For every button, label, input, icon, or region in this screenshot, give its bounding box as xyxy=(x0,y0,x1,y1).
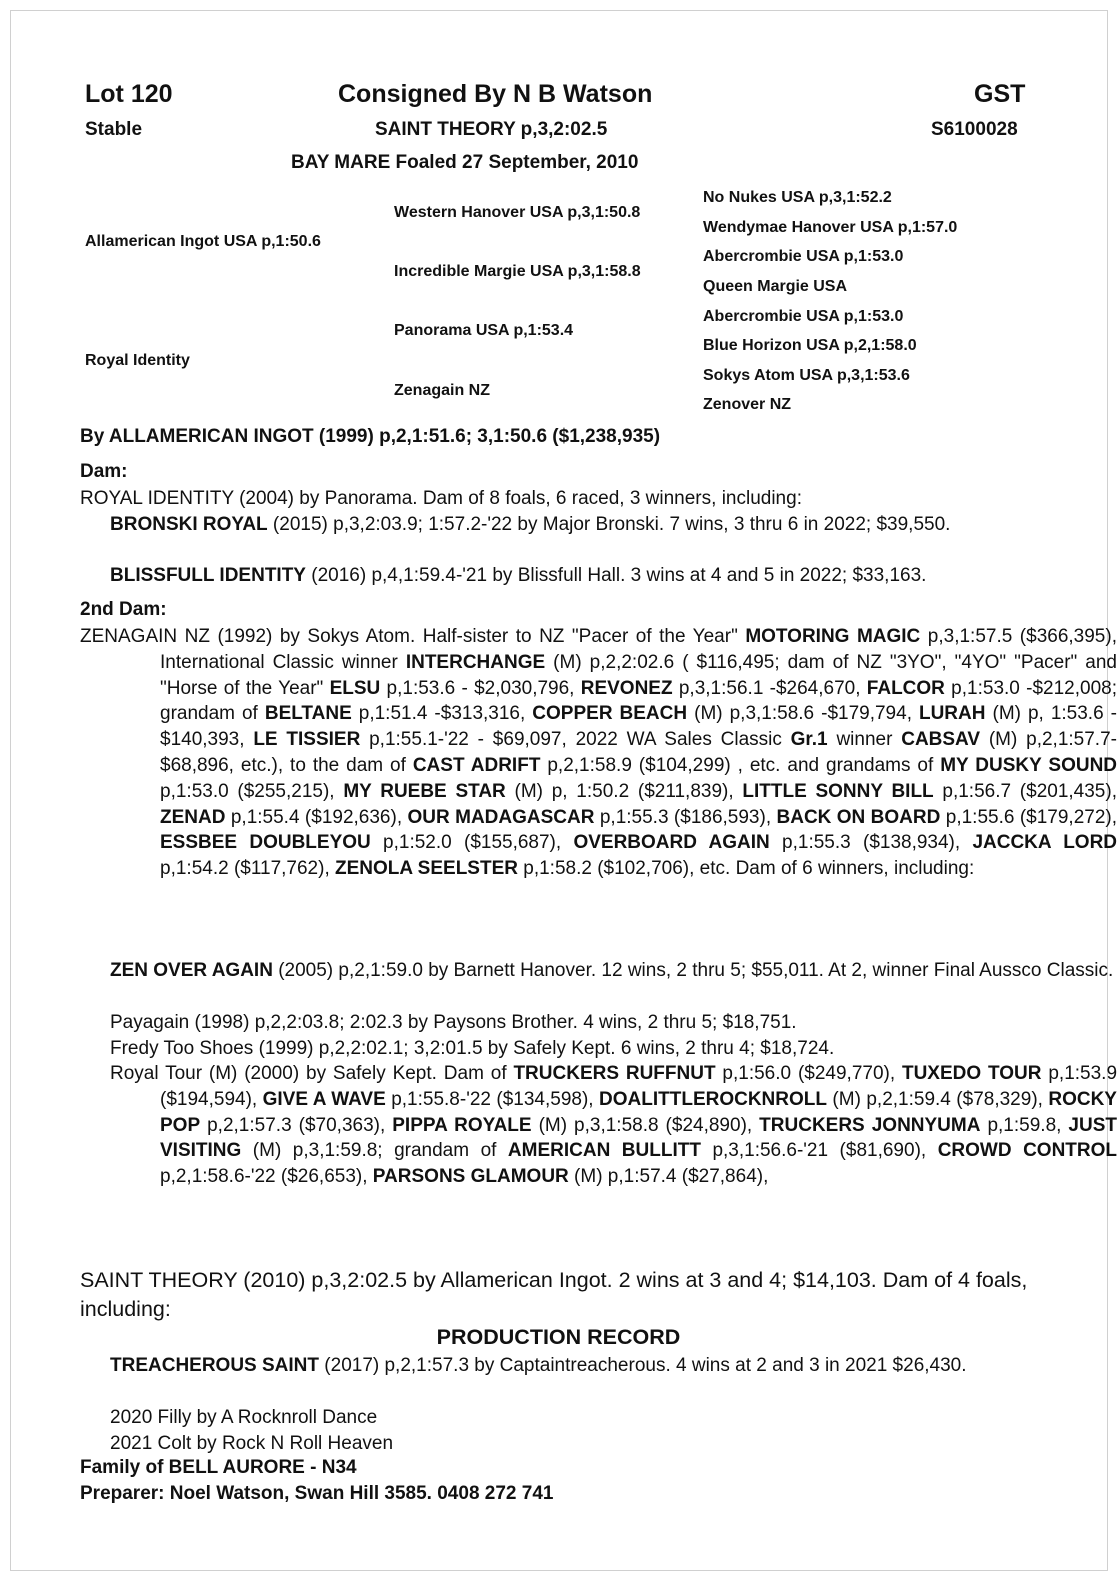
horse-description: BAY MARE Foaled 27 September, 2010 xyxy=(291,152,639,173)
pedigree-sire-dam: Incredible Margie USA p,3,1:58.8 xyxy=(394,263,641,280)
horse-name: COPPER BEACH xyxy=(532,703,688,725)
pedigree-dam: Royal Identity xyxy=(85,352,190,369)
pedigree-gg8: Zenover NZ xyxy=(703,396,792,413)
horse-name: PIPPA ROYALE xyxy=(392,1114,532,1136)
horse-name: JACCKA LORD xyxy=(972,832,1118,854)
dam-intro: ROYAL IDENTITY (2004) by Panorama. Dam of 8 foals, 6 raced, 3 winners, including: xyxy=(80,488,802,509)
pedigree-gg7: Sokys Atom USA p,3,1:53.6 xyxy=(703,367,910,384)
text: p,2,1:58.6-'22 ($26,653), xyxy=(160,1166,373,1188)
horse-name: ESSBEE DOUBLEYOU xyxy=(160,832,371,854)
horse-name: AMERICAN BULLITT xyxy=(507,1140,701,1162)
second-dam-progeny-zen xyxy=(80,958,1117,984)
second-dam-label: 2nd Dam: xyxy=(80,599,167,620)
horse-name: ROCKY POP xyxy=(160,1088,1117,1136)
horse-name: MOTORING MAGIC xyxy=(745,626,921,647)
lot-number: Lot 120 xyxy=(85,80,173,108)
text: (M) p,2,1:57.7- $68,896, etc.), to the dam of xyxy=(160,729,1117,776)
progeny-name: ZEN OVER AGAIN xyxy=(110,960,273,981)
text: p,1:51.4 -$313,316, xyxy=(351,703,533,725)
horse-name: FALCOR xyxy=(866,677,945,699)
progeny-name: BRONSKI ROYAL xyxy=(110,514,268,535)
text: p,1:55.8-'22 ($134,598), xyxy=(385,1088,600,1110)
horse-name: TUXEDO TOUR xyxy=(901,1063,1042,1084)
horse-name: REVONEZ xyxy=(580,677,673,699)
text: (M) p, 1:50.2 ($211,839), xyxy=(505,780,743,802)
pedigree-gg1: No Nukes USA p,3,1:52.2 xyxy=(703,189,892,206)
horse-name: LE TISSIER xyxy=(253,729,361,751)
text: p,2,1:57.3 ($70,363), xyxy=(200,1114,393,1136)
text: p,1:55.3 ($186,593), xyxy=(594,806,777,828)
text: (M) p,3,1:58.6 -$179,794, xyxy=(687,703,919,725)
horse-name: BACK ON BOARD xyxy=(776,806,941,828)
horse-name: TRUCKERS JONNYUMA xyxy=(759,1114,981,1136)
text: (M) p, 1:53.6 - $140,393, xyxy=(160,703,1117,751)
horse-name: BELTANE xyxy=(264,703,352,725)
pedigree-gg5: Abercrombie USA p,1:53.0 xyxy=(703,308,904,325)
second-dam-progeny-payagain: Payagain (1998) p,2,2:03.8; 2:02.3 by Paysons Brother. 4 wins, 2 thru 5; $18,751. xyxy=(110,1012,797,1033)
pedigree-gg3: Abercrombie USA p,1:53.0 xyxy=(703,248,904,265)
pedigree-dam-dam: Zenagain NZ xyxy=(394,382,491,399)
horse-name: INTERCHANGE xyxy=(405,651,546,673)
text: p,1:59.8, xyxy=(980,1114,1069,1136)
horse-name: LURAH xyxy=(918,703,986,725)
text: Royal Tour (M) (2000) by Safely Kept. Dam of xyxy=(110,1063,514,1084)
stable-label: Stable xyxy=(85,119,143,140)
text: winner xyxy=(827,729,902,751)
text: p,1:58.2 ($102,706), etc. Dam of 6 winners, including: xyxy=(517,858,975,880)
pedigree-gg2: Wendymae Hanover USA p,1:57.0 xyxy=(703,219,958,236)
race-grade: Gr.1 xyxy=(790,729,828,751)
text: p,1:55.1-'22 - $69,097, 2022 WA Sales Classic xyxy=(360,729,791,751)
progeny-details: (2015) p,3,2:03.9; 1:57.2-'22 by Major Bronski. 7 wins, 3 thru 6 in 2022; $39,550. xyxy=(267,514,951,535)
text: p,3,1:56.6-'21 ($81,690), xyxy=(700,1140,938,1162)
horse-name: PARSONS GLAMOUR xyxy=(372,1166,569,1188)
text: p,1:55.4 ($192,636), xyxy=(225,806,408,828)
progeny-name: TREACHEROUS SAINT xyxy=(110,1355,320,1376)
text: p,3,1:57.5 ($366,395), International Classic winner xyxy=(160,626,1117,673)
second-dam-paragraph xyxy=(80,624,1117,882)
progeny-details: (2017) p,2,1:57.3 by Captaintreacherous. 4 wins at 2 and 3 in 2021 $26,430. xyxy=(319,1355,967,1376)
progeny-details: (2005) p,2,1:59.0 by Barnett Hanover. 12 wins, 2 thru 5; $55,011. At 2, winner Final Aussco Classic. xyxy=(272,960,1114,981)
text: p,1:52.0 ($155,687), xyxy=(370,832,574,854)
horse-name: SAINT THEORY p,3,2:02.5 xyxy=(375,119,608,140)
text: p,1:55.6 ($179,272), xyxy=(940,806,1118,828)
horse-name: ELSU xyxy=(329,677,381,699)
preparer-line: Preparer: Noel Watson, Swan Hill 3585. 0408 272 741 xyxy=(80,1483,554,1504)
saint-theory-summary: SAINT THEORY (2010) p,3,2:02.5 by Allamerican Ingot. 2 wins at 3 and 4; $14,103. Dam of 4 foals, including: xyxy=(80,1268,1028,1321)
horse-name: CAST ADRIFT xyxy=(412,754,541,776)
pedigree-gg6: Blue Horizon USA p,2,1:58.0 xyxy=(703,337,917,354)
production-record-title: PRODUCTION RECORD xyxy=(436,1325,681,1349)
gst-label: GST xyxy=(974,80,1026,108)
text: (M) p,1:57.4 ($27,864), xyxy=(568,1166,769,1188)
production-2020-filly: 2020 Filly by A Rocknroll Dance xyxy=(110,1407,378,1428)
horse-name: JUST VISITING xyxy=(160,1114,1117,1162)
pedigree-gg4: Queen Margie USA xyxy=(703,278,848,295)
text: p,1:53.0 ($255,215), xyxy=(160,780,344,802)
horse-name: CROWD CONTROL xyxy=(937,1140,1117,1162)
progeny-details: (2016) p,4,1:59.4-'21 by Blissfull Hall. 3 wins at 4 and 5 in 2022; $33,163. xyxy=(305,565,927,586)
dam-progeny-1 xyxy=(80,512,1117,538)
text: (M) p,3,1:59.8; grandam of xyxy=(241,1140,508,1162)
text: p,2,1:58.9 ($104,299) , etc. and grandams of xyxy=(540,754,941,776)
second-dam-progeny-fredy: Fredy Too Shoes (1999) p,2,2:02.1; 3,2:01.5 by Safely Kept. 6 wins, 2 thru 4; $18,724. xyxy=(110,1038,835,1059)
text: p,3,1:56.1 -$264,670, xyxy=(672,677,867,699)
text: ZENAGAIN NZ (1992) by Sokys Atom. Half-sister to NZ "Pacer of the Year" xyxy=(80,626,746,647)
horse-name: OUR MADAGASCAR xyxy=(407,806,595,828)
horse-name: ZENOLA SEELSTER xyxy=(335,858,518,880)
horse-name: MY RUEBE STAR xyxy=(343,780,506,802)
text: (M) p,2,2:02.6 ( $116,495; dam of NZ "3YO", "4YO" "Pacer" and "Horse of the Year" xyxy=(160,651,1117,699)
dam-progeny-2 xyxy=(80,563,1117,589)
horse-name: CABSAV xyxy=(901,729,981,751)
horse-name: GIVE A WAVE xyxy=(262,1088,386,1110)
family-line: Family of BELL AURORE - N34 xyxy=(80,1457,357,1478)
text: (M) p,3,1:58.8 ($24,890), xyxy=(531,1114,760,1136)
dam-label: Dam: xyxy=(80,461,128,482)
consignor: Consigned By N B Watson xyxy=(338,80,653,108)
progeny-name: BLISSFULL IDENTITY xyxy=(110,565,306,586)
sire-line: By ALLAMERICAN INGOT (1999) p,2,1:51.6; 3,1:50.6 ($1,238,935) xyxy=(80,426,661,447)
production-progeny-treacherous xyxy=(80,1353,1117,1379)
text: p,1:56.7 ($201,435), xyxy=(933,780,1117,802)
text: p,1:53.0 -$212,008; grandam of xyxy=(160,677,1117,725)
text: p,1:56.0 ($249,770), xyxy=(715,1063,902,1084)
second-dam-progeny-royal-tour xyxy=(80,1061,1117,1190)
horse-name: LITTLE SONNY BILL xyxy=(742,780,934,802)
pedigree-sire-sire: Western Hanover USA p,3,1:50.8 xyxy=(394,204,641,221)
horse-code: S6100028 xyxy=(931,119,1018,140)
horse-name: DOALITTLEROCKNROLL xyxy=(599,1088,827,1110)
text: (M) p,2,1:59.4 ($78,329), xyxy=(827,1088,1049,1110)
horse-name: TRUCKERS RUFFNUT xyxy=(513,1063,716,1084)
horse-name: OVERBOARD AGAIN xyxy=(573,832,770,854)
production-2021-colt: 2021 Colt by Rock N Roll Heaven xyxy=(110,1433,394,1454)
pedigree-sire: Allamerican Ingot USA p,1:50.6 xyxy=(85,233,321,250)
text: p,1:55.3 ($138,934), xyxy=(769,832,973,854)
pedigree-dam-sire: Panorama USA p,1:53.4 xyxy=(394,322,574,339)
horse-name: MY DUSKY SOUND xyxy=(940,754,1118,776)
text: p,1:53.9 ($194,594), xyxy=(160,1063,1118,1110)
text: p,1:54.2 ($117,762), xyxy=(160,858,335,880)
text: p,1:53.6 - $2,030,796, xyxy=(380,677,581,699)
horse-name: ZENAD xyxy=(160,806,226,828)
